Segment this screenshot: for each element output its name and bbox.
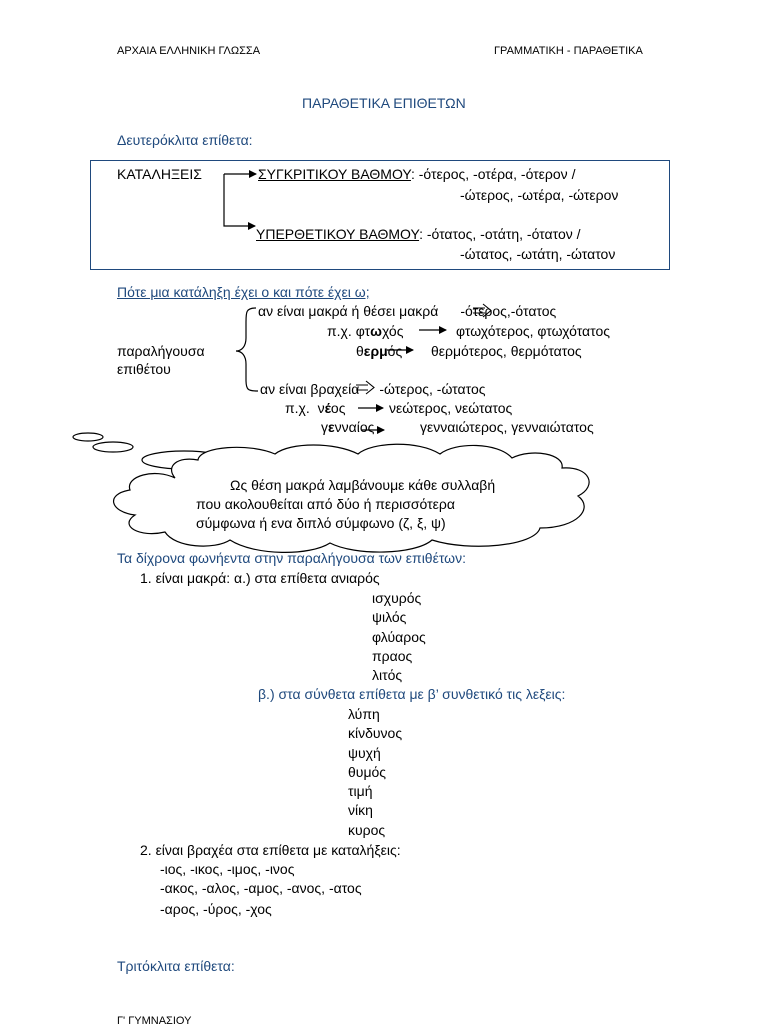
- short-result: -ώτερος, -ώτατος: [379, 381, 486, 397]
- header-right: ΓΡΑΜΜΑΤΙΚΗ - ΠΑΡΑΘΕΤΙΚΑ: [494, 45, 643, 57]
- ex1-c: χός: [381, 323, 404, 339]
- list-b-item: θυμός: [348, 764, 387, 780]
- list-a-item: φλύαρος: [372, 629, 426, 645]
- item-2-label: 2. είναι βραχέα στα επίθετα με καταλήξεις:: [140, 842, 401, 858]
- question-heading: Πότε μια κατάληξη έχει ο και πότε έχει ω;: [117, 284, 370, 300]
- cloud-line-3: σύμφωνα ή ενα διπλό σύμφωνο (ζ, ξ, ψ): [196, 515, 446, 531]
- long-result: -ότερος,-ότατος: [460, 303, 557, 319]
- comparative-line-1: : -ότερος, -οτέρα, -ότερον /: [410, 166, 576, 182]
- ex1-a: φτ: [355, 323, 371, 339]
- item-1-row: [140, 569, 380, 587]
- comparative-label: ΣΥΓΚΡΙΤΙΚΟΥ ΒΑΘΜΟΥ: [258, 166, 411, 182]
- sub-item-b: β.) στα σύνθετα επίθετα με β’ συνθετικό τις λεξεις:: [258, 686, 566, 702]
- example-2-result: θερμότερος, θερμότατος: [431, 343, 582, 359]
- cloud-line-1: Ως θέση μακρά λαμβάνουμε κάθε συλλαβή: [230, 477, 496, 493]
- page-title: ΠΑΡΑΘΕΤΙΚΑ ΕΠΙΘΕΤΩΝ: [302, 95, 466, 111]
- double-arrow-icon: [356, 304, 491, 394]
- cloud-line-2: που ακολουθείται από δύο ή περισσότερα: [196, 496, 455, 512]
- curly-brace-icon: [236, 308, 258, 391]
- item-2-line: -αρος, -ύρος, -χος: [160, 901, 272, 917]
- superlative-line-2: -ώτατος, -ωτάτη, -ώτατον: [460, 246, 616, 262]
- two-time-vowels-heading: Τα δίχρονα φωνήεντα στην παραλήγουσα των επιθέτων:: [117, 550, 466, 566]
- superlative-line-1: : -ότατος, -οτάτη, -ότατον /: [419, 226, 581, 242]
- example-1-result: φτωχότερος, φτωχότατος: [456, 323, 610, 339]
- ex3-prefix: π.χ.: [285, 400, 310, 416]
- ex3-b: έ: [324, 400, 331, 416]
- list-a-item: ισχυρός: [372, 590, 422, 606]
- list-b-item: κυρος: [348, 822, 386, 838]
- list-b-item: ψυχή: [348, 745, 381, 761]
- list-a-item: ψιλός: [372, 609, 407, 625]
- list-b-item: τιμή: [348, 783, 373, 799]
- box-arrows: [224, 174, 256, 226]
- example-arrows: [358, 330, 446, 430]
- ex4-a: γ: [321, 419, 328, 435]
- long-rule: αν είναι μακρά ή θέσει μακρά: [258, 303, 439, 319]
- item-2-line: -ιος, -ικος, -ιμος, -ινος: [160, 861, 295, 877]
- endings-label: ΚΑΤΑΛΗΞΕΙΣ: [117, 166, 202, 182]
- comparative-line-2: -ώτερος, -ωτέρα, -ώτερον: [460, 187, 619, 203]
- list-a-item: πραος: [372, 648, 413, 664]
- list-b-item: νίκη: [348, 802, 373, 818]
- list-b-item: κίνδυνος: [348, 725, 403, 741]
- header-left: ΑΡΧΑΙΑ ΕΛΛΗΝΙΚΗ ΓΛΩΣΣΑ: [117, 45, 261, 57]
- penult-label-1: παραλήγουσα: [117, 343, 205, 359]
- example-3-result: νεώτερος, νεώτατος: [389, 400, 513, 416]
- ex-prefix: π.χ.: [327, 323, 352, 339]
- penult-label-2: επιθέτου: [117, 361, 171, 377]
- ex2-a: θ: [356, 343, 364, 359]
- ex3-a: ν: [317, 400, 325, 416]
- second-declension-heading: Δευτερόκλιτα επίθετα:: [117, 132, 253, 148]
- footer-text: Γ' ΓΥΜΝΑΣΙΟΥ: [117, 1015, 192, 1027]
- superlative-label: ΥΠΕΡΘΕΤΙΚΟΥ ΒΑΘΜΟΥ: [256, 226, 420, 242]
- ex3-c: ος: [330, 400, 346, 416]
- ex4-b: ε: [328, 419, 335, 435]
- list-b-item: λύπη: [348, 706, 380, 722]
- ex2-b: ερμ: [363, 343, 388, 359]
- item-2-line: -ακος, -αλος, -αμος, -ανος, -ατος: [160, 880, 362, 896]
- short-rule: αν είναι βραχεία: [260, 381, 360, 397]
- list-a-item: λιτός: [372, 667, 403, 683]
- example-4-result: γενναιώτερος, γενναιώτατος: [420, 419, 594, 435]
- ex2-c: ός: [387, 343, 403, 359]
- third-declension-heading: Τριτόκλιτα επίθετα:: [117, 958, 235, 974]
- item-1-label: 1. είναι μακρά: α.) στα επίθετα αν: [140, 570, 346, 586]
- ex4-c: νναίος: [334, 419, 375, 435]
- item-1-first-word-tail: ιαρός: [345, 570, 380, 586]
- ex1-b: ω: [370, 323, 382, 339]
